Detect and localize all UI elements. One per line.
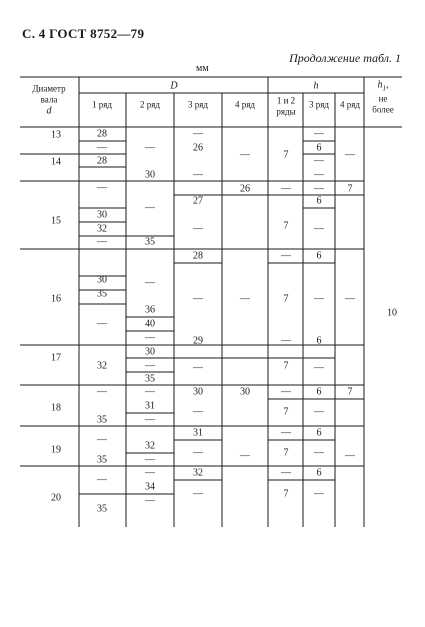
cell-h12: 7	[283, 293, 289, 305]
cell-h12: —	[281, 183, 291, 195]
cell-d2: 40	[145, 318, 155, 330]
cell-d1: 30	[97, 209, 107, 221]
shaft-20: 20	[51, 492, 61, 504]
cell-d3: —	[193, 447, 203, 459]
cell-h3: —	[314, 447, 324, 459]
cell-d4: 26	[240, 183, 250, 195]
cell-d1: —	[97, 474, 107, 486]
cell-h4: —	[345, 149, 355, 161]
shaft-header-line2: вала	[40, 94, 58, 105]
cell-h4: —	[345, 450, 355, 462]
cell-h3: 6	[316, 427, 322, 439]
cell-d2: —	[145, 386, 155, 398]
h1-header-line3: более	[372, 104, 394, 115]
h-row3-header: 3 ряд	[309, 99, 329, 110]
cell-h3: —	[314, 362, 324, 374]
h1-value: 10	[387, 307, 397, 319]
shaft-13: 13	[51, 129, 61, 141]
cell-h3: —	[314, 155, 324, 167]
cell-d4: 30	[240, 386, 250, 398]
cell-d1: 35	[97, 288, 107, 300]
cell-d2: 35	[145, 236, 155, 248]
cell-d2: 31	[145, 400, 155, 412]
cell-d1: 28	[97, 128, 107, 140]
cell-h3: —	[314, 223, 324, 235]
cell-d2: —	[145, 142, 155, 154]
cell-h3: —	[314, 406, 324, 418]
cell-d1: 35	[97, 414, 107, 426]
cell-d2: 30	[145, 169, 155, 181]
cell-d1: —	[97, 434, 107, 446]
shaft-14: 14	[51, 156, 61, 168]
cell-h12: 7	[283, 149, 289, 161]
cell-d3: —	[193, 293, 203, 305]
h-row12-header-line2: ряды	[276, 106, 296, 117]
cell-d2: —	[145, 277, 155, 289]
cell-d3: 31	[193, 427, 203, 439]
cell-d3: 29	[193, 335, 203, 347]
shaft-header-line1: Диаметр	[32, 83, 66, 94]
cell-d1: —	[97, 386, 107, 398]
cell-d1: —	[97, 318, 107, 330]
cell-d1: 32	[97, 223, 107, 235]
cell-d3: —	[193, 362, 203, 374]
cell-d2: —	[145, 414, 155, 426]
cell-h12: —	[281, 467, 291, 479]
cell-d1: 30	[97, 274, 107, 286]
cell-d4: —	[240, 149, 250, 161]
continuation-caption: Продолжение табл. 1	[289, 51, 401, 65]
cell-d1: 28	[97, 155, 107, 167]
cell-d2: —	[145, 495, 155, 507]
cell-d3: —	[193, 488, 203, 500]
D-row1-header: 1 ряд	[92, 99, 112, 110]
shaft-header-symbol: d	[46, 105, 52, 117]
cell-d2: —	[145, 454, 155, 466]
page-code: С. 4 ГОСТ 8752—79	[22, 26, 145, 41]
cell-d1: —	[97, 182, 107, 194]
cell-d3: —	[193, 169, 203, 181]
cell-d4: —	[240, 293, 250, 305]
cell-h3: —	[314, 169, 324, 181]
h-header: h	[313, 80, 319, 92]
h1-header-line2: не	[378, 93, 388, 104]
cell-d3: 28	[193, 250, 203, 262]
D-row4-header: 4 ряд	[235, 99, 255, 110]
cell-d3: —	[193, 406, 203, 418]
cell-d2: —	[145, 467, 155, 479]
shaft-18: 18	[51, 402, 61, 414]
shaft-16: 16	[51, 293, 61, 305]
cell-h3: 6	[316, 250, 322, 262]
h1-header-symbol: $h_1$,	[377, 79, 389, 93]
cell-d1: 35	[97, 454, 107, 466]
cell-h3: 6	[316, 467, 322, 479]
cell-h12: 7	[283, 360, 289, 372]
cell-d3: 26	[193, 142, 203, 154]
cell-h12: —	[281, 250, 291, 262]
cell-d1: 32	[97, 360, 107, 372]
shaft-15: 15	[51, 215, 61, 227]
cell-h12: 7	[283, 220, 289, 232]
cell-h12: —	[281, 427, 291, 439]
cell-d1: 35	[97, 503, 107, 515]
cell-d1: —	[97, 236, 107, 248]
cell-h3: —	[314, 488, 324, 500]
D-row3-header: 3 ряд	[188, 99, 208, 110]
cell-h3: —	[314, 128, 324, 140]
D-row2-header: 2 ряд	[140, 99, 160, 110]
cell-h4: 7	[347, 183, 353, 195]
cell-h3: 6	[316, 195, 322, 207]
unit-label: мм	[196, 63, 209, 74]
cell-h3: 6	[316, 386, 322, 398]
cell-d2: 35	[145, 373, 155, 385]
cell-d3: —	[193, 128, 203, 140]
cell-h3: 6	[316, 142, 322, 154]
cell-h12: —	[281, 386, 291, 398]
shaft-17: 17	[51, 352, 61, 364]
cell-h3: 6	[316, 335, 322, 347]
h-row4-header: 4 ряд	[340, 99, 360, 110]
cell-h12: 7	[283, 488, 289, 500]
D-header: D	[170, 80, 178, 92]
cell-d2: 30	[145, 346, 155, 358]
cell-d2: 34	[145, 481, 155, 493]
cell-d2: 32	[145, 440, 155, 452]
cell-d2: —	[145, 202, 155, 214]
cell-d3: 32	[193, 467, 203, 479]
cell-h12: 7	[283, 447, 289, 459]
cell-d3: 27	[193, 195, 203, 207]
cell-d1: —	[97, 142, 107, 154]
cell-h3: —	[314, 183, 324, 195]
cell-d3: 30	[193, 386, 203, 398]
shaft-19: 19	[51, 444, 61, 456]
cell-d3: —	[193, 223, 203, 235]
cell-h4: —	[345, 293, 355, 305]
cell-h3: —	[314, 293, 324, 305]
cell-d2: 36	[145, 304, 155, 316]
cell-d2: —	[145, 332, 155, 344]
cell-d2: —	[145, 360, 155, 372]
h-row12-header-line1: 1 и 2	[276, 95, 296, 106]
cell-d4: —	[240, 450, 250, 462]
cell-h12: 7	[283, 406, 289, 418]
cell-h12: —	[281, 335, 291, 347]
cell-h4: 7	[347, 386, 353, 398]
